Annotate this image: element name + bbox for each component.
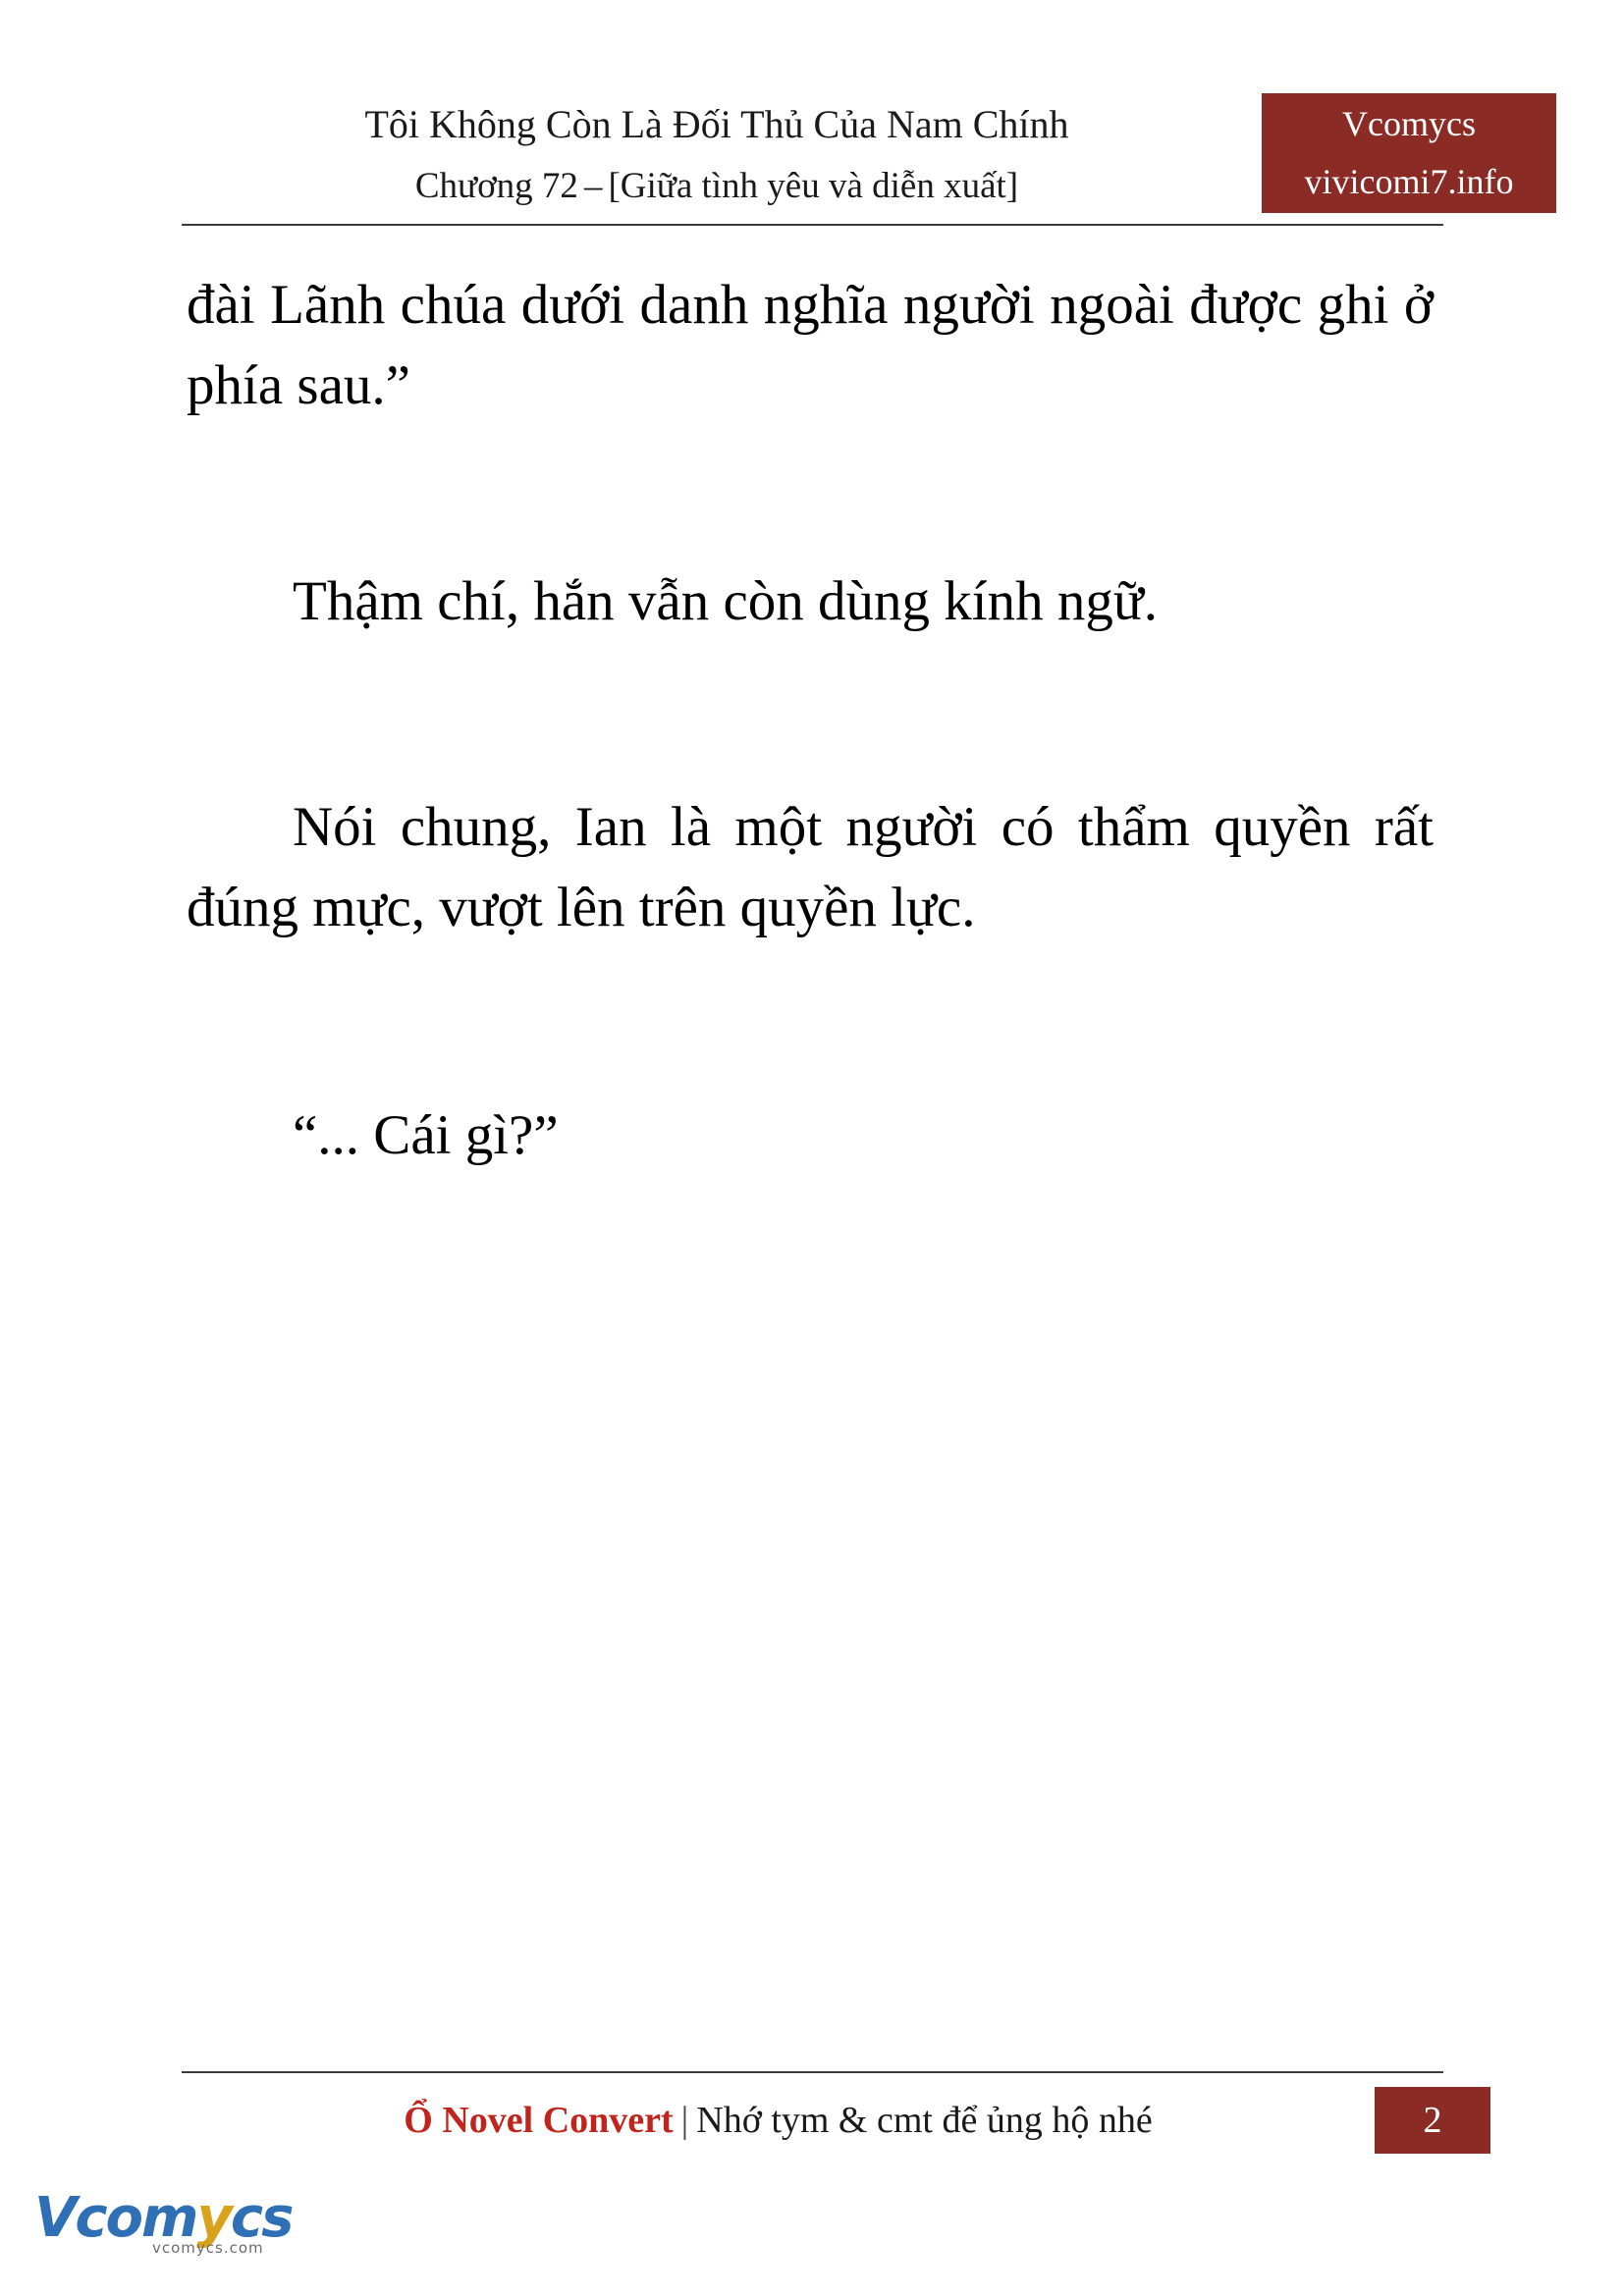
paragraph: Thậm chí, hắn vẫn còn dùng kính ngữ. xyxy=(293,570,1158,632)
paragraph: “... Cái gì?” xyxy=(293,1104,559,1166)
footer-inner xyxy=(182,2087,1443,2154)
vcomycs-logo-subtext: vcomycs.com xyxy=(152,2239,264,2257)
logo-letters-cs: cs xyxy=(230,2186,293,2250)
logo-letter-v: V xyxy=(34,2186,76,2250)
site-badge xyxy=(1262,93,1556,213)
header-divider xyxy=(182,224,1443,226)
footer-brand: Ổ Novel Convert xyxy=(404,2100,674,2141)
chapter-separator: – xyxy=(583,166,603,206)
footer-divider-line xyxy=(182,2071,1443,2073)
footer-separator: | xyxy=(680,2100,689,2141)
chapter-line xyxy=(182,155,1252,217)
logo-letters-com: com xyxy=(75,2186,197,2250)
page-footer xyxy=(182,2071,1443,2160)
site-badge-url: vivicomi7.info xyxy=(1304,162,1514,201)
logo-letter-y: y xyxy=(196,2186,231,2250)
page-header xyxy=(182,93,1514,226)
page-number-badge: 2 xyxy=(1375,2087,1490,2154)
vcomycs-logo xyxy=(34,2184,293,2272)
footer-note: Nhớ tym & cmt để ủng hộ nhé xyxy=(696,2100,1153,2141)
page-content xyxy=(187,265,1434,1259)
paragraph: đài Lãnh chúa dưới danh nghĩa người ngoài được ghi ở phía sau.” xyxy=(187,274,1434,416)
chapter-title: [Giữa tình yêu và diễn xuất] xyxy=(608,166,1019,206)
novel-title: Tôi Không Còn Là Đối Thủ Của Nam Chính xyxy=(364,102,1069,146)
chapter-number: Chương 72 xyxy=(414,166,578,206)
paragraph: Nói chung, Ian là một người có thẩm quyền rất đúng mực, vượt lên trên quyền lực. xyxy=(187,796,1434,938)
footer-credit xyxy=(182,2087,1375,2154)
header-title-block xyxy=(182,93,1252,217)
site-badge-name: Vcomycs xyxy=(1342,104,1476,143)
